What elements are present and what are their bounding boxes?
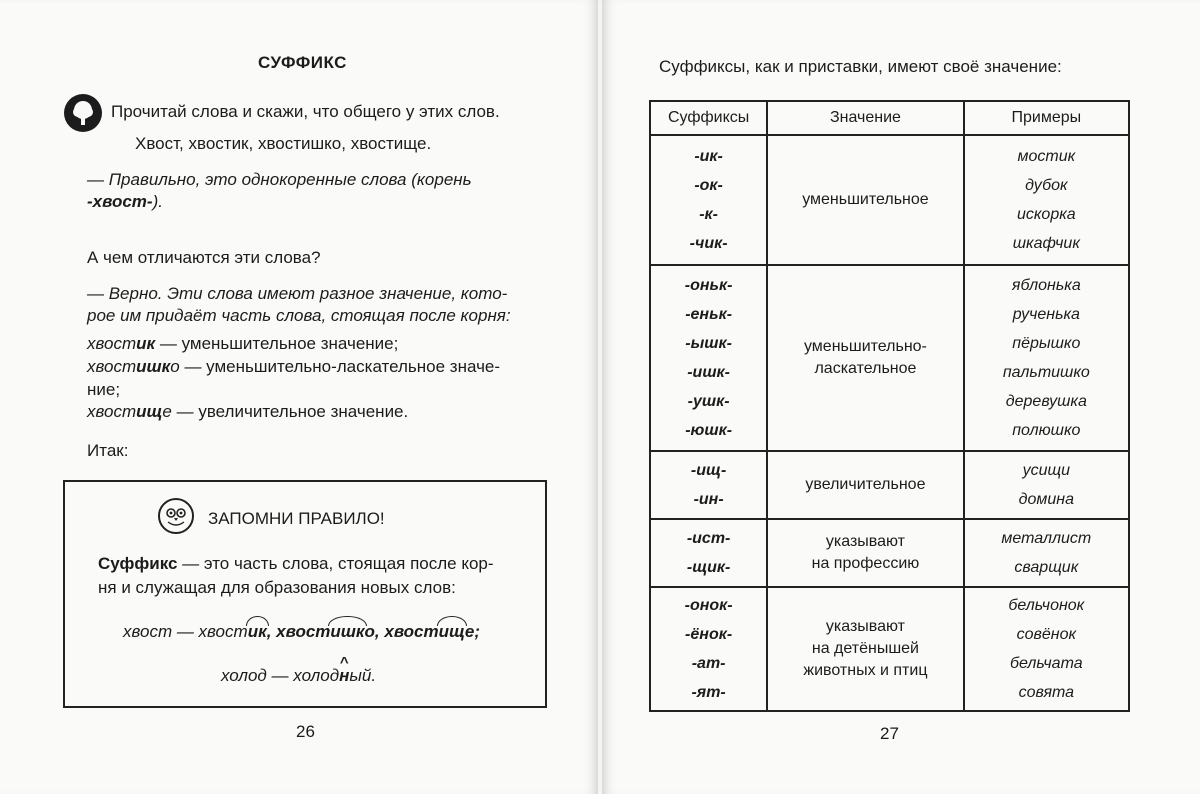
word-list: Хвост, хвостик, хвостишко, хвостище. <box>135 134 432 153</box>
examples-cell: бельчонок совёнок бельчата совята <box>964 587 1129 711</box>
instruction-text: Прочитай слова и скажи, что общего у этих слов. <box>111 102 500 121</box>
header-meaning: Значение <box>767 101 963 135</box>
table-header-row <box>650 101 1129 135</box>
suffix-cell: -онок- -ёнок- -ат- -ят- <box>650 587 767 711</box>
example-2: хвостишко — уменьшительно-ласкательное значе- <box>87 357 501 376</box>
header-examples: Примеры <box>964 101 1129 135</box>
answer2-line-1: — Верно. Эти слова имеют разное значение, кото- <box>87 284 508 303</box>
suffix-cell: -оньк- -еньк- -ышк- -ишк- -ушк- -юшк- <box>650 265 767 451</box>
examples-cell: усищи домина <box>964 451 1129 519</box>
page-number-right: 27 <box>880 724 899 743</box>
table-row <box>650 265 1129 451</box>
table-row <box>650 135 1129 265</box>
table-row <box>650 451 1129 519</box>
header-suffixes: Суффиксы <box>650 101 767 135</box>
left-page <box>0 0 598 794</box>
page-title: СУФФИКС <box>258 53 347 72</box>
suffix-cell: -ист- -щик- <box>650 519 767 587</box>
table-row <box>650 587 1129 711</box>
tree-icon <box>64 94 102 132</box>
rule-header: ЗАПОМНИ ПРАВИЛО! <box>208 509 385 528</box>
rule-line-1: Суффикс — это часть слова, стоящая после кор- <box>98 554 494 573</box>
examples-cell: металлист сварщик <box>964 519 1129 587</box>
intro-text: Суффиксы, как и приставки, имеют своё значение: <box>659 57 1062 76</box>
rule-example-1: хвост — хвостик, хвостишко, хвостище; <box>123 622 481 641</box>
answer-line-1: — Правильно, это однокоренные слова (корень <box>87 170 472 189</box>
meaning-cell: указывают на профессию <box>767 519 963 587</box>
example-2-cont: ние; <box>87 380 121 399</box>
meaning-cell: уменьшительно- ласкательное <box>767 265 963 451</box>
rule-box <box>63 480 547 708</box>
itak-text: Итак: <box>87 441 129 460</box>
question-text: А чем отличаются эти слова? <box>87 248 321 267</box>
rule-line-2: ня и служащая для образования новых слов: <box>98 578 456 597</box>
rule-example-2: холод — холод^ ный. <box>221 666 376 686</box>
example-3: хвостище — увеличительное значение. <box>87 402 409 421</box>
examples-cell: мостик дубок искорка шкафчик <box>964 135 1129 265</box>
meaning-cell: уменьшительное <box>767 135 963 265</box>
example-1: хвостик — уменьшительное значение; <box>87 334 399 353</box>
owl-icon <box>158 498 194 534</box>
meaning-cell: увеличительное <box>767 451 963 519</box>
answer-line-2: -хвост-). <box>87 192 163 211</box>
page-number-left: 26 <box>296 722 315 741</box>
meaning-cell: указывают на детёнышей животных и птиц <box>767 587 963 711</box>
answer2-line-2: рое им придаёт часть слова, стоящая после корня: <box>87 306 511 325</box>
root-hvost: -хвост- <box>87 192 153 211</box>
table-row <box>650 519 1129 587</box>
suffix-cell: -ищ- -ин- <box>650 451 767 519</box>
suffix-table <box>649 100 1130 712</box>
suffix-cell: -ик- -ок- -к- -чик- <box>650 135 767 265</box>
examples-cell: яблонька рученька пёрышко пальтишко деревушка полюшко <box>964 265 1129 451</box>
rule-term: Суффикс <box>98 554 178 573</box>
